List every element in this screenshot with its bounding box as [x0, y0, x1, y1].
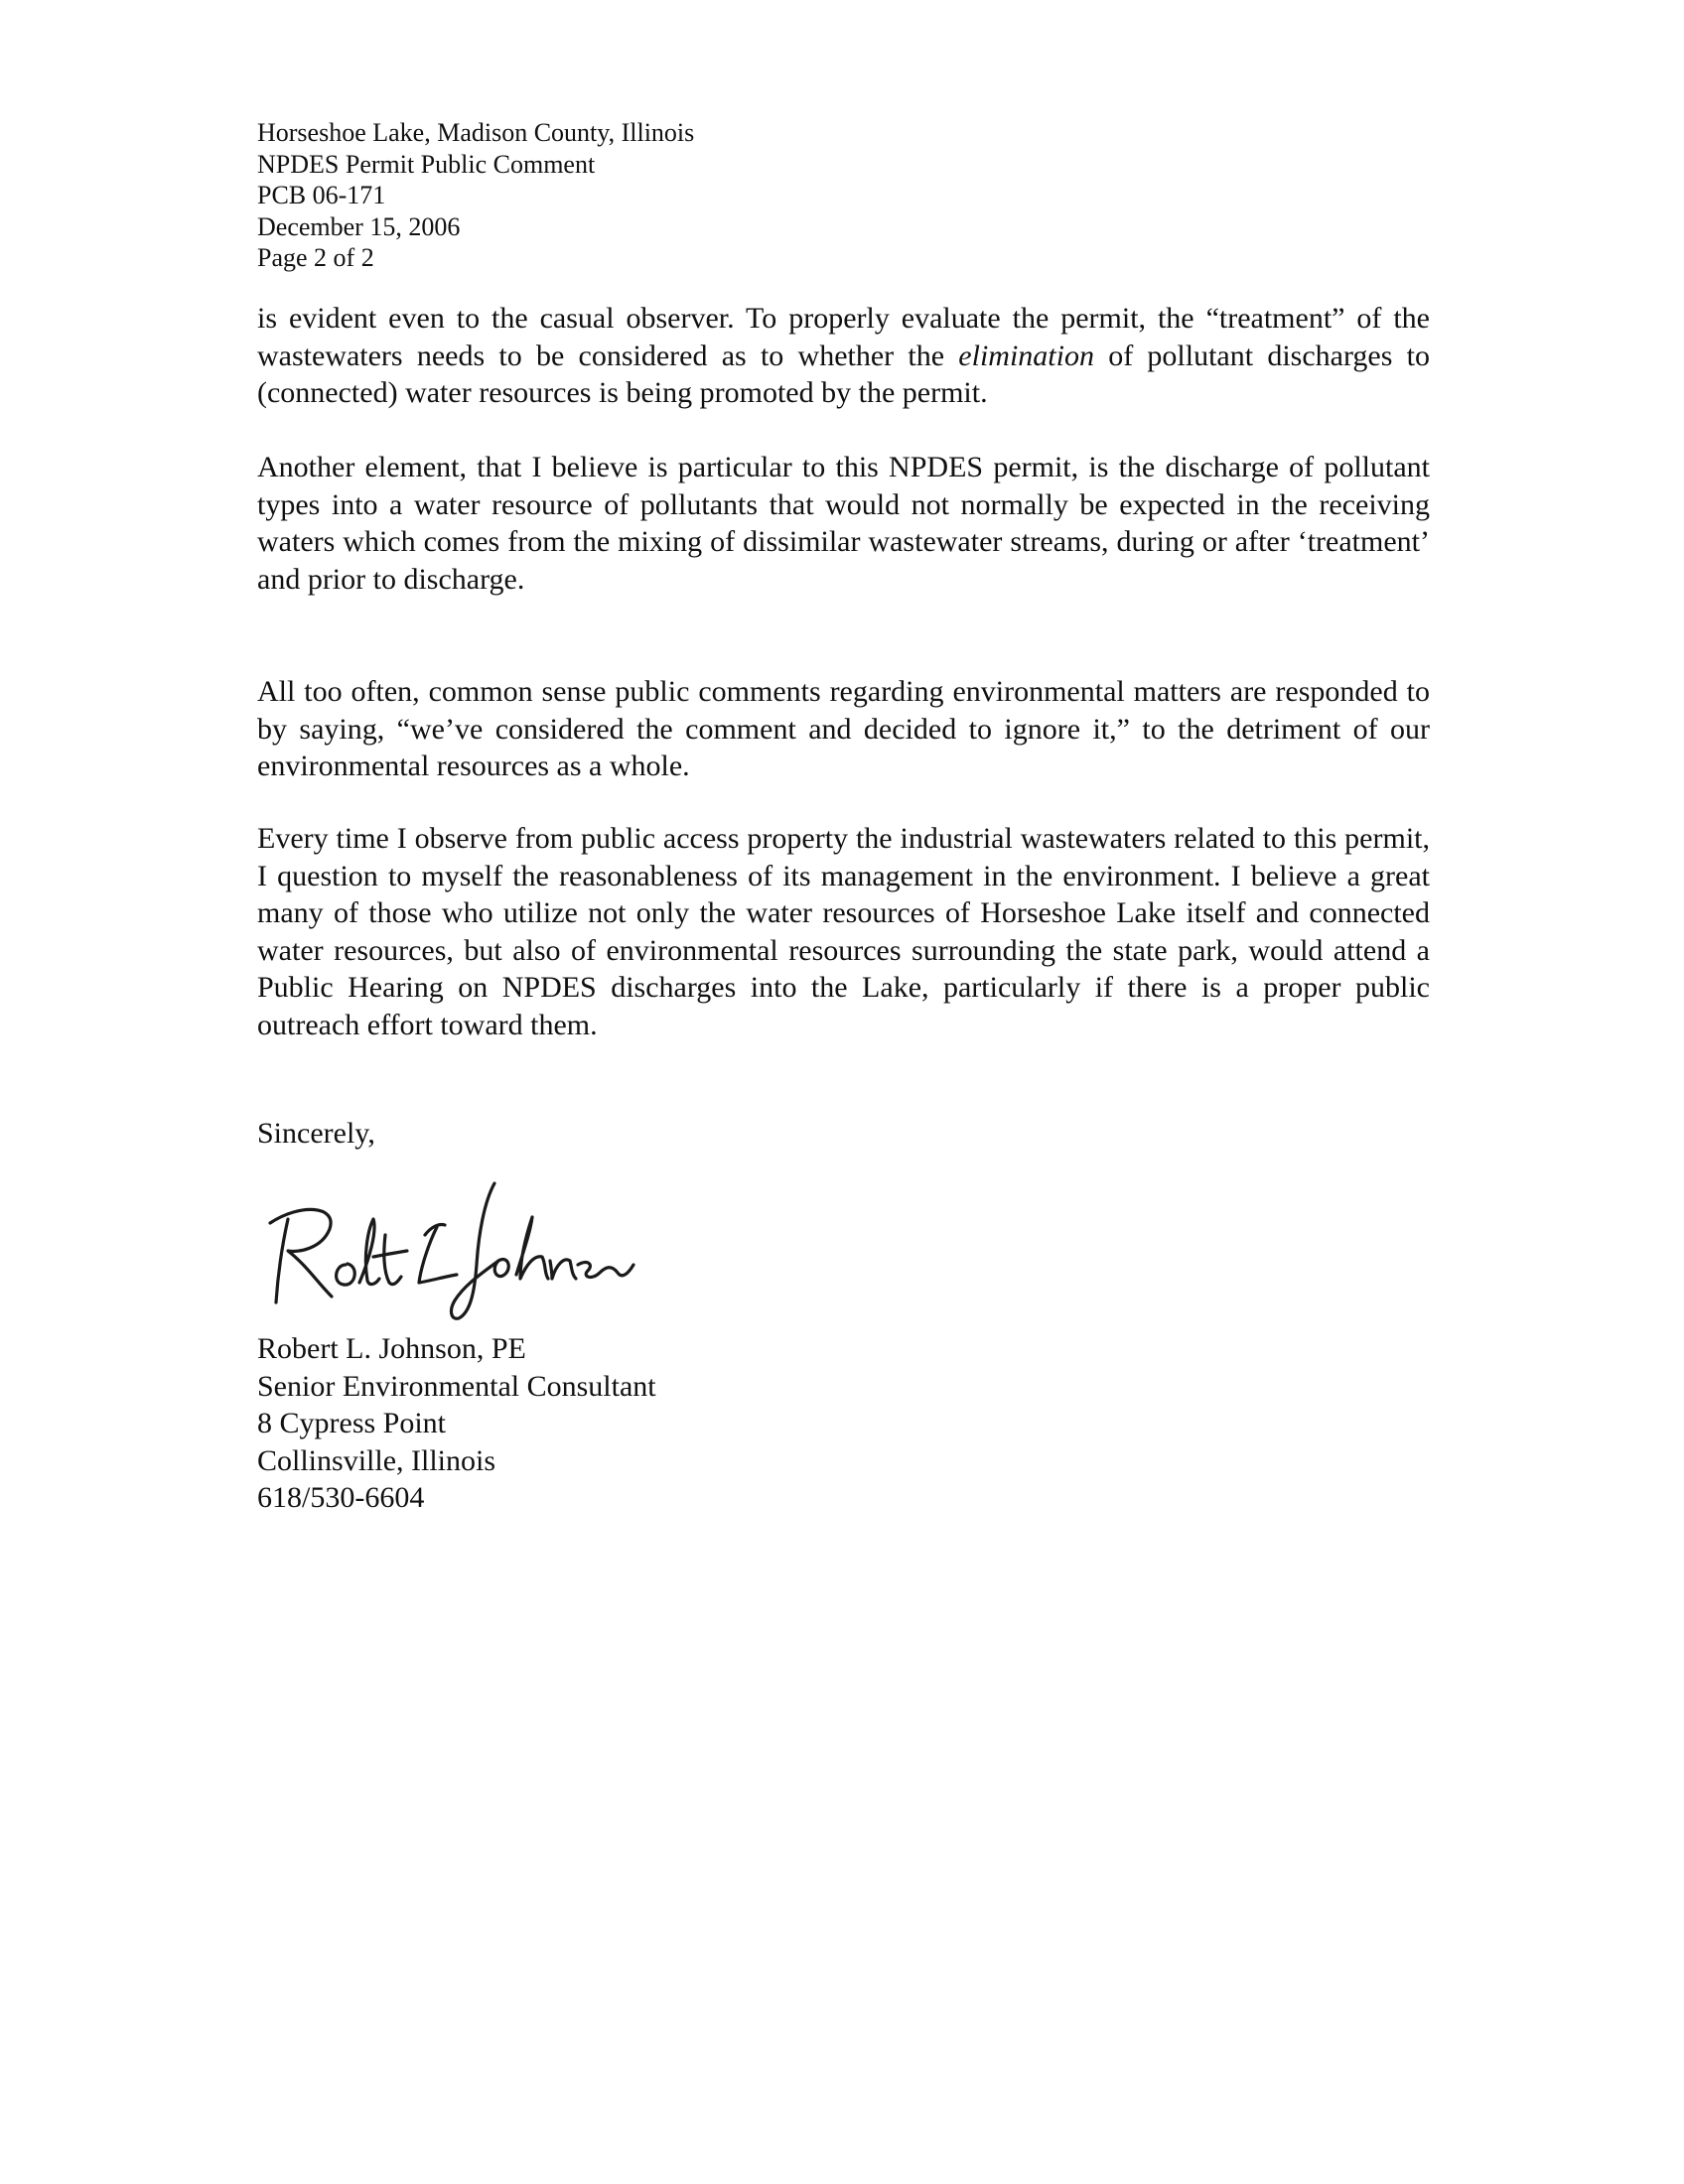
sender-address-line-2: Collinsville, Illinois — [257, 1443, 496, 1477]
body-paragraph-2: Another element, that I believe is particular to this NPDES permit, is the discharge of pollutant types into a water resource of pollutants that would not normally be expected in the receiving waters which comes from the mixing of dissimilar wastewater streams, during or after ‘treatment’ and prior to discharge. — [257, 451, 1430, 596]
sender-title: Senior Environmental Consultant — [257, 1369, 656, 1403]
handwritten-signature — [260, 1161, 637, 1325]
sender-block — [257, 1330, 656, 1517]
header-case-number: PCB 06-171 — [257, 181, 386, 209]
paragraph-1-text-b: of pollutant discharges to (connected) water resources is being promoted by the permit. — [257, 339, 1430, 409]
header-page-number: Page 2 of 2 — [257, 243, 374, 272]
paragraph-1-text-a: is evident even to the casual observer. To properly evaluate the permit, the “treatment” of the wastewaters needs to be considered as to whether the — [257, 302, 1430, 372]
sender-phone: 618/530-6604 — [257, 1481, 425, 1514]
sender-name: Robert L. Johnson, PE — [257, 1332, 526, 1365]
body-paragraph-1 — [257, 300, 1430, 412]
paragraph-1-emphasis: elimination — [958, 339, 1094, 372]
body-paragraph-3: All too often, common sense public comments regarding environmental matters are responded to by saying, “we’ve considered the comment and decided to ignore it,” to the detriment of our environmental resources as a whole. — [257, 675, 1430, 782]
letter-header — [257, 117, 694, 274]
header-date: December 15, 2006 — [257, 211, 461, 241]
header-subject: NPDES Permit Public Comment — [257, 149, 596, 179]
sender-address-line-1: 8 Cypress Point — [257, 1407, 447, 1439]
header-location: Horseshoe Lake, Madison County, Illinois — [257, 118, 695, 147]
body-paragraph-4: Every time I observe from public access property the industrial wastewaters related to this permit, I question to myself the reasonableness of its management in the environment. I believe a great many of those who utilize not only the water resources of Horseshoe Lake itself and connected water resources, but also of environmental resources surrounding the state park, would attend a Public Hearing on NPDES discharges into the Lake, particularly if there is a proper public outreach effort toward them. — [257, 822, 1430, 1041]
closing-salutation: Sincerely, — [257, 1117, 375, 1150]
